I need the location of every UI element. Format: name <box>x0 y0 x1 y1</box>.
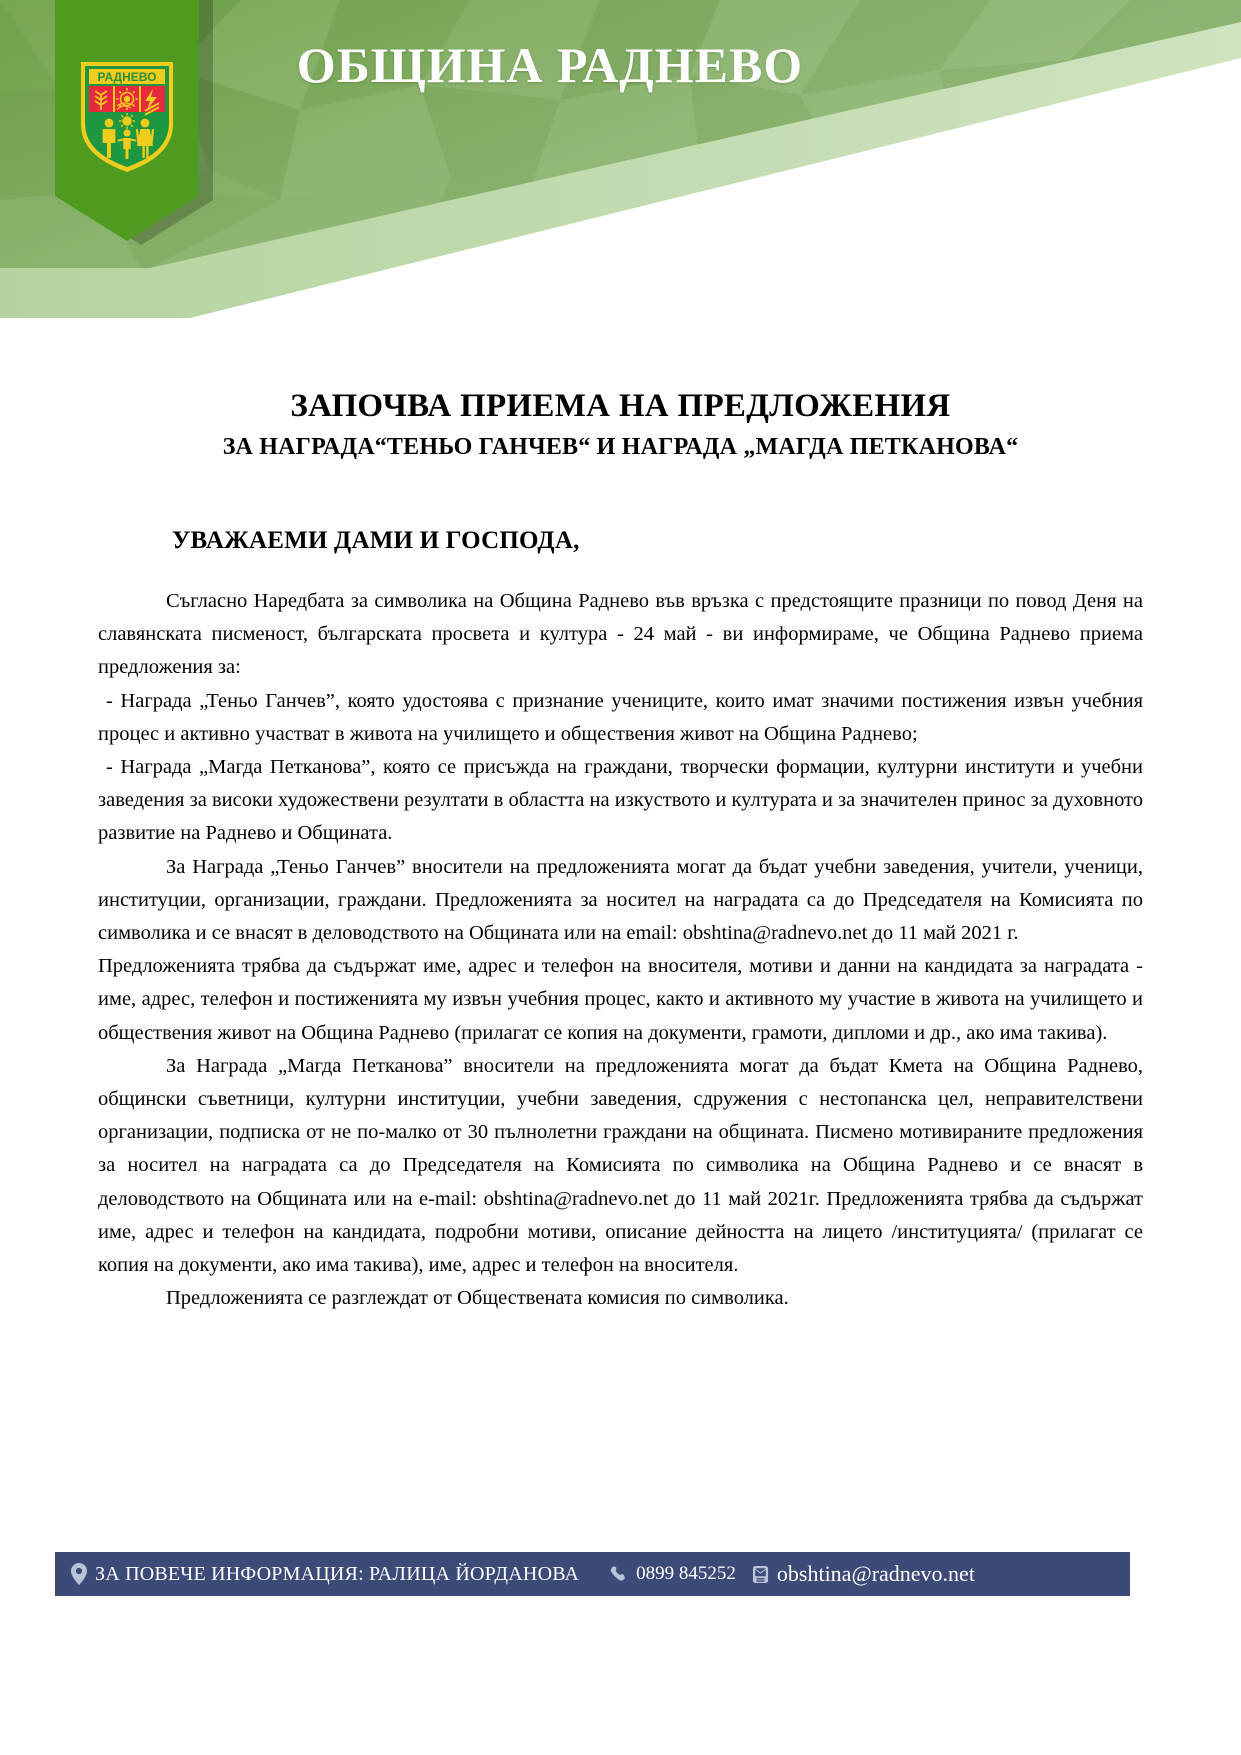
footer-email-address[interactable]: obshtina@radnevo.net <box>776 1561 975 1586</box>
page-title: ЗАПОЧВА ПРИЕМА НА ПРЕДЛОЖЕНИЯ <box>290 388 951 424</box>
page-header <box>0 0 1241 340</box>
title-block <box>0 388 1241 461</box>
municipality-crest <box>55 0 213 245</box>
email-icon <box>752 1565 769 1584</box>
paragraph-bullet-magda: - Награда „Магда Петканова”, която се присъжда на граждани, творчески формации, културни институти и учебни заведения за високи художествени резултати в областта на изкуството и културата и за значителен принос за духовното развитие на Раднево и Общината. <box>98 755 1143 845</box>
paragraph-tenyo-details: За Награда „Теньо Ганчев” вносители на предложенията могат да бъдат учебни заведения, учители, ученици, институции, организации, граждани. Предложенията за носител на наградата са до Председателя на Комисията по символика и се внасят в деловодството на Общината или на email: obshtina@radnevo.net до 11 май 2021 г. <box>98 855 1143 944</box>
body-text <box>98 585 1143 1315</box>
sun-icon <box>119 113 135 129</box>
contact-footer <box>55 1552 1130 1596</box>
footer-phone-group[interactable] <box>609 1563 736 1585</box>
crest-name-text: РАДНЕВО <box>97 70 157 84</box>
footer-info <box>71 1563 579 1586</box>
paragraph-bullet-tenyo: - Награда „Теньо Ганчев”, която удостоява с признание учениците, които имат значими постижения извън учебния процес и активно участват в живота на училището и обществения живот на Община Раднево; <box>98 689 1143 745</box>
paragraph-intro: Съгласно Наредбата за символика на Община Раднево във връзка с предстоящите празници по повод Деня на славянската писменост, българската просвета и култура - 24 май - ви информираме, че Община Раднево приема предложения за: <box>98 589 1143 679</box>
phone-icon <box>609 1565 628 1584</box>
organization-title: ОБЩИНА РАДНЕВО <box>296 37 804 93</box>
salutation: УВАЖАЕМИ ДАМИ И ГОСПОДА, <box>172 526 580 554</box>
page-subtitle: ЗА НАГРАДА“ТЕНЬО ГАНЧЕВ“ И НАГРАДА „МАГДА ПЕТКАНОВА“ <box>222 433 1019 460</box>
paragraph-requirements: Предложенията трябва да съдържат име, адрес и телефон на вносителя, мотиви и данни на кандидата за наградата - име, адрес, телефон и постиженията му извън учебния процес, както и активното му участие в живота на училището и обществения живот на Община Раднево (прилагат се копия на документи, грамоти, дипломи и др., ако има такива). <box>98 955 1143 1044</box>
document-body <box>0 340 1241 1315</box>
footer-info-label: ЗА ПОВЕЧЕ ИНФОРМАЦИЯ: РАЛИЦА ЙОРДАНОВА <box>95 1562 580 1585</box>
paragraph-closing: Предложенията се разглеждат от Обществената комисия по символика. <box>166 1287 789 1310</box>
footer-phone-number[interactable]: 0899 845252 <box>636 1563 736 1584</box>
footer-email-group[interactable] <box>752 1561 975 1587</box>
paragraph-magda-details: За Награда „Магда Петканова” вносители на предложенията могат да бъдат Кмета на Община Раднево, общински съветници, културни институции, учебни заведения, сдружения с нестопанска цел, неправителствени организации, подписка от не по-малко от 30 пълнолетни граждани на общината. Писмено мотивираните предложения за носител на наградата са до Председателя на Комисията по символика на Община Раднево и се внасят в деловодството на Общината или на e-mail: obshtina@radnevo.net до 11 май 2021г. Предложенията трябва да съдържат име, адрес и телефон на кандидата, подробни мотиви, описание дейността на лицето /институцията/ (прилагат се копия на документи, ако има такива), име, адрес и телефон на вносителя. <box>98 1054 1143 1276</box>
location-pin-icon <box>71 1563 87 1585</box>
